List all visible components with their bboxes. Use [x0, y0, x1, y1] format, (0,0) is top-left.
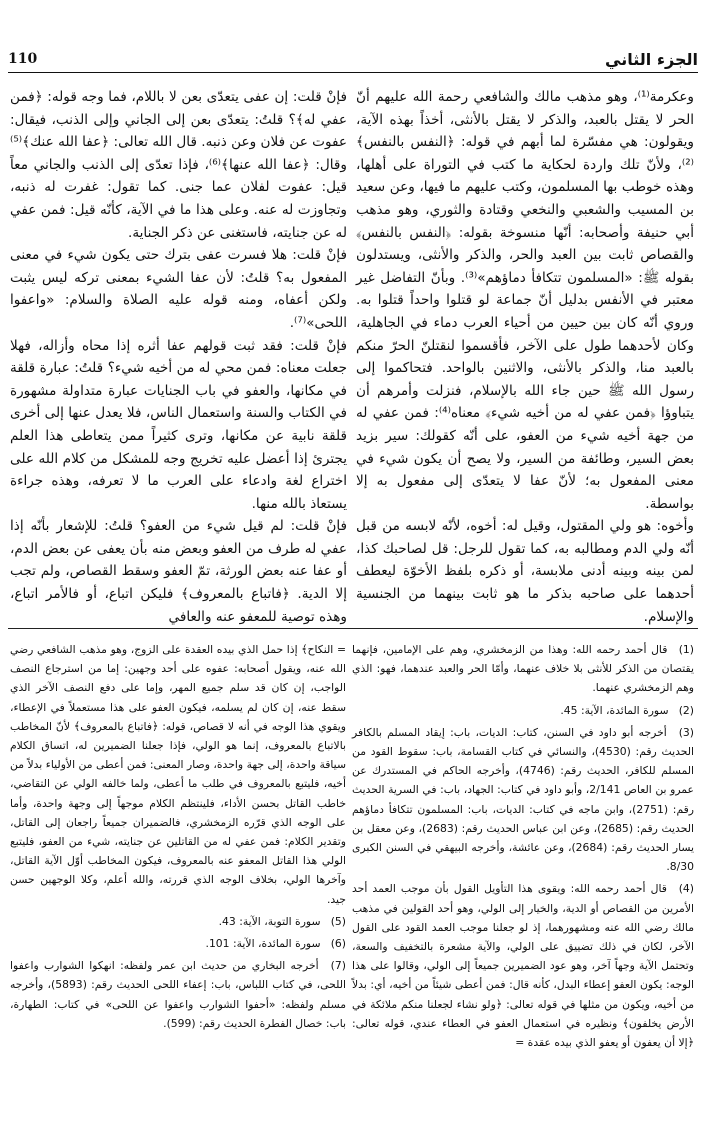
paragraph: فإنْ قلت: لم قيل شيء من العفو؟ قلتُ: للإشعار بأنّه إذا عفي له طرف من العفو وبعض منه بأن يعفى عن بعض الدم، أو عفا عنه بعض الورثة، تمّ العفو وسقط القصاص، ولم تجب إلا الدية. ﴿فاتباع بالمعروف﴾ فليكن اتباع، أو فالأمر اتباع، وهذه توصية للمعفو عنه والعافي: [10, 518, 347, 625]
footnote: [10, 934, 346, 953]
running-title: الجزء الثاني: [605, 50, 698, 69]
footnote-number: (2): [678, 703, 694, 717]
paragraph: فإنْ قلت: إن عفى يتعدّى بعن لا باللام، فما وجه قوله: ﴿فمن عفي له﴾؟ قلتُ: يتعدّى بعن إلى الجاني وإلى الذنب، فيقال: عفوت عن فلان وعن ذنبه. قال الله تعالى: ﴿عفا الله عنك﴾⁽⁵⁾ وقال: ﴿عفا الله عنها﴾⁽⁶⁾، فإذا تعدّى إلى الذنب والجاني معاً قيل: عفوت لفلان عما جنى. كما تقول: غفرت له ذنبه، وتجاوزت له عنه. وعلى هذا ما في الآية، كأنّه قيل: فمن عفي له عن جنايته، فاستغنى عن ذكر الجناية.: [10, 89, 347, 241]
footnote-number: (3): [678, 725, 694, 739]
footnote-number: (7): [330, 959, 346, 973]
main-text-right-column: [356, 86, 694, 628]
footnote: [10, 912, 346, 931]
page-number: 110: [8, 51, 38, 67]
footnote-separator: [8, 628, 698, 629]
footnote-text: أخرجه أبو داود في السنن، كتاب: الديات، باب: إيقاد المسلم بالكافر الحديث رقم: (4530)، والنسائي في كتاب القسامة، باب: سقوط القود من المسلم للكافر، الحديث رقم: (4746)، وأخرجه الحاكم في المستدرك عن عمرو بن العاص 2/141، وأبو داود في كتاب: الجهاد، باب: في السرية الحديث رقم: (2751)، وابن ماجه في كتاب: الديات، باب: المسلمون تتكافأ دماؤهم الحديث رقم: (2685)، وعن ابن عباس الحديث رقم: (2683)، وعن معقل بن يسار الحديث رقم: (2684)، وعن عائشة، وأخرجه البيهقي في السنن الكبرى 8/30.: [352, 725, 695, 874]
footnote-text: قال أحمد رحمه الله: وهذا من الزمخشري، وهم على الإمامين، فإنهما يقتصان من الذكر للأنثى بلا خلاف عنهما، وأمّا الحر والعبد عندهما، فهو: الذي وهم الزمخشري عنهما.: [352, 643, 694, 695]
footnotes-right-column: [352, 640, 694, 1055]
paragraph: فإنْ قلت: فقد ثبت قولهم عفا أثره إذا محاه وأزاله، فهلا جعلت معناه: فمن محي له من أخيه شيء؟ قلتُ: عبارة قلقة في مكانها، والعفو في باب الجنايات عبارة متداولة مشهورة في الكتاب والسنة واستعمال الناس، فلا يعدل عنها إلى أخرى قلقة نابية عن مكانها، وترى كثيراً ممن يتعاطى هذا العلم يجترئ إذا أعضل عليه تخريج وجه للمشكل من كلام الله على اختراع لغة وادعاء على العرب ما لا تعرفه، وهذه جراءة يستعاذ بالله منها.: [10, 337, 347, 512]
running-header: [8, 50, 698, 73]
footnote-text: سورة التوبة، الآية: 43.: [218, 914, 321, 928]
main-text-left-column: [10, 86, 347, 628]
footnote-continuation: [10, 640, 346, 909]
paragraph: وأخوه: هو ولي المقتول، وقيل له: أخوه، لأنّه لابسه من قبل أنّه ولي الدم ومطالبه به، كما تقول للرجل: قل لصاحبك كذا، لمن بينه وبينه أدنى ملابسة، أو ذكره بلفظ الأخوّة ليعطف أحدهما على صاحبه بذكر ما هو ثابت بينهما من الجنسية والإسلام.: [356, 518, 694, 625]
footnote: [352, 879, 694, 1052]
footnote-number: (1): [678, 643, 695, 656]
footnotes-left-column: [10, 640, 346, 1036]
footnote: [352, 723, 694, 877]
footnote: [10, 956, 346, 1033]
footnote: [352, 640, 694, 698]
footnote-number: (5): [330, 914, 346, 928]
footnote-number: (6): [330, 937, 346, 951]
footnote-number: (4): [678, 882, 694, 896]
paragraph: فإنْ قلت: هلا فسرت عفى بترك حتى يكون شيء في معنى المفعول به؟ قلتُ: لأن عفا الشيء بمعنى تركه ليس يثبت ولكن أعفاه، ومنه قوله عليه الصلاة والسلام: «واعفوا اللحى»⁽⁷⁾.: [10, 247, 347, 331]
footnote-text: قال أحمد رحمه الله: ويقوى هذا التأويل القول بأن موجب العمد أحد الأمرين من القصاص أو الدية، والخيار إلى الولي، وهو أحد القولين في مذهب مالك رضي الله عنه ومشهورهما، إذ لو جعلنا موجب العمد القود على القول الآخر، لكان في ذلك تضييق على الولي، والآية مشعرة بالتخفيف والسعة، وتحتمل الآية وجهاً آخر، وهو عود الضميرين جميعاً إلى الولي، وقالوا على هذا الوجه: يكون العفو إعطاء البدل، كأنه قال: فمن أعطى شيئاً من أخيه، أي: بدلاً من أخيه، ويكون من مثلها في قوله تعالى: ﴿ولو نشاء لجعلنا منكم ملائكة في الأرض يخلفون﴾ ونظيره في استعمال العفو في العطاء عندي، قوله تعالى: ﴿إلا أن يعفون أو يعفو الذي بيده عقدة =: [352, 882, 694, 1050]
footnote-text: سورة المائدة، الآية: 101.: [205, 937, 321, 951]
footnote-text: سورة المائدة، الآية: 45.: [560, 703, 669, 717]
footnote: [352, 701, 694, 720]
footnote-text: = النكاح﴾ إذا حمل الذي بيده العقدة على الزوج، وهو مذهب الشافعي رضي الله عنه، ويقول أصحابه: عفوه على أحد وجهين: إما من استرجاع النصف الواجب، إن كان قد سلم جميع المهر، وإما على دفع النصف الآخر الذي سقط عنه، إن كان لم يسلمه، فيكون العفو على هذا مستعملاً في الإعطاء، ويقوي هذا الوجه في أنه لا قصاص، قوله: ﴿فاتباع بالمعروف﴾ لأنّ المخاطب بالاتباع بالمعروف، إنما هو الولي، فإذا جعلنا الضميرين له، اتساق الكلام سياقة واحدة، إلى جهة واحدة، وصار المعنى: فمن أعطى من الأولياء بدلاً من أخيه، فليتبع بالمعروف في طلب ما أعطى، ولما خالفه الولي عن التقاضي، خاطب القاتل بحسن الأداء، فلينتظم الكلام موجهاً إلى وجهة واحدة، وأما على الوجه الذي قرّره الزمخشري، فالضميران جميعاً راجعان إلى القاتل، وتقدير الكلام: فمن عفي له من القاتلين عن جنايته، شيء من العفو، فليتبع الولي هذا القاتل المعفو عنه بالمعروف، فيكون المخاطب أوّل الآية القاتل، وآخرها الولي، بخلاف الوجه الذي قررته، والله أعلم، وكلا الوجهين حسن جيد.: [10, 643, 346, 906]
footnote-text: أخرجه البخاري من حديث ابن عمر ولفظه: انهكوا الشوارب واعفوا اللحى، في كتاب اللباس، باب: إعفاء اللحى الحديث رقم: (5893)، وأخرجه مسلم ولفظه: «أحفوا الشوارب واعفوا عن اللحى» في كتاب: الطهارة، باب: خصال الفطرة الحديث رقم: (599).: [10, 959, 347, 1030]
paragraph: وعكرمة⁽¹⁾، وهو مذهب مالك والشافعي رحمة الله عليهم أنّ الحر لا يقتل بالعبد، والذكر لا يقتل بالأنثى، أخذاً بهذه الآية، ويقولون: هي مفسّرة لما أبهم في قوله: ﴿النفس بالنفس﴾⁽²⁾، ولأنّ تلك واردة لحكاية ما كتب في التوراة على أهلها، وهذه خوطب بها المسلمون، وكتب عليهم ما فيها، وعن سعيد بن المسيب والشعبي والنخعي وقتادة والثوري، وهو مذهب أبي حنيفة وأصحابه: أنّها منسوخة بقوله: ﴿النفس بالنفس﴾ والقصاص ثابت بين العبد والحر، والذكر والأنثى، ويستدلون بقوله ﷺ: «المسلمون تتكافأ دماؤهم»⁽³⁾. وبأنّ التفاضل غير معتبر في الأنفس بدليل أنّ جماعة لو قتلوا واحداً قتلوا به. وروي أنّه كان بين حيين من أحياء العرب دماء في الجاهلية، وكان لأحدهما طول على الآخر، فأقسموا لنقتلنّ الحرّ منكم بالعبد منا، والذكر بالأنثى، والاثنين بالواحد. فتحاكموا إلى رسول الله ﷺ حين جاء الله بالإسلام، فنزلت وأمرهم أن يتباوؤا ﴿فمن عفي له من أخيه شيء﴾ معناه⁽⁴⁾: فمن عفي له من جهة أخيه شيء من العفو، على أنّه كقولك: سير بزيد بعض السير، وطائفة من السير، ولا يصح أن يكون شيء في معنى المفعول به؛ لأنّ عفا لا يتعدّى إلى مفعول به إلا بواسطة.: [356, 89, 694, 512]
